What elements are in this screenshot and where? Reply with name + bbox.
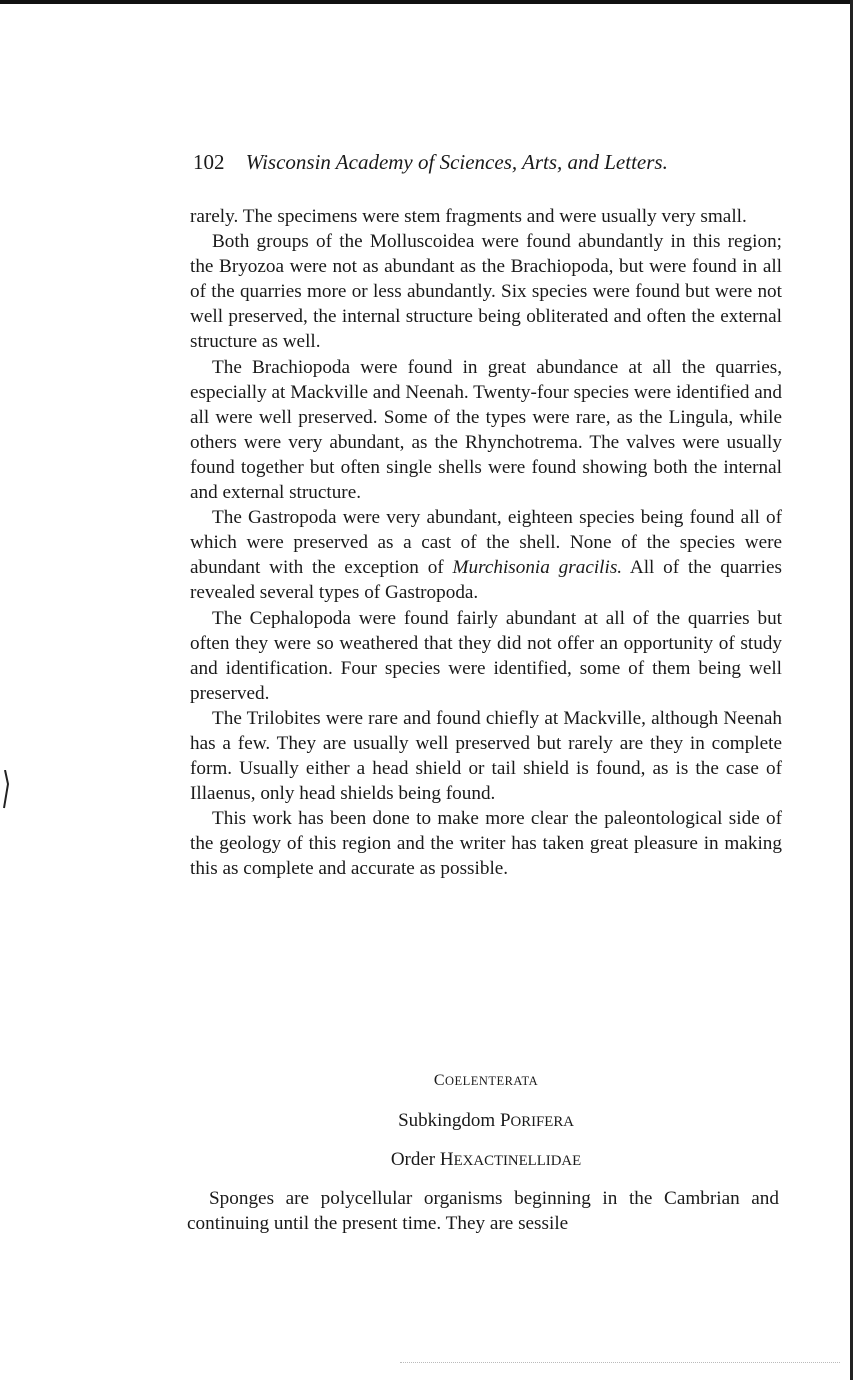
page-edge-top — [0, 0, 853, 4]
heading-order-hexactinellidae: Order HEXACTINELLIDAE — [390, 1149, 582, 1170]
gastropoda-text-1: The Gastropoda were very abundant, eighteen species being found all of which were preserved as a cast of the shell. None of the species were abundant with the exception of — [190, 507, 782, 579]
scan-bottom-line — [400, 1362, 840, 1364]
running-header — [193, 150, 783, 175]
paragraph-brachiopoda: The Brachiopoda were found in great abundance at all the quarries, especially at Mackville and Neenah. Twenty-four species were identified and all were well preserved. Some of the types were rare, as the Lingula, while others were very abundant, as the Rhynchotrema. The valves were usually found together but often single shells were found showing both the internal and external structure. — [190, 356, 782, 504]
body-text — [190, 204, 782, 882]
paragraph-trilobites: The Trilobites were rare and found chiefly at Mackville, although Neenah has a few. They are usually well preserved but rarely are they in complete form. Usually either a head shield or tail shield is found, as is the case of Illaenus, only head shields being found. — [190, 707, 782, 805]
paragraph-gastropoda — [190, 505, 782, 605]
scan-artifact-mark — [2, 770, 12, 810]
paragraph-molluscoidea: Both groups of the Molluscoidea were found abundantly in this region; the Bryozoa were not as abundant as the Brachiopoda, but were found in all of the quarries more or less abundantly. Six species were found but were not well preserved, the internal structure being obliterated and often the external structure as well. — [190, 231, 782, 353]
species-name-murchisonia: Murchisonia gracilis. — [452, 557, 623, 579]
page-number: 102 — [193, 150, 225, 174]
paragraph-continuation: rarely. The specimens were stem fragments and were usually very small. — [190, 206, 747, 227]
heading-subkingdom-porifera: Subkingdom PORIFERA — [398, 1110, 574, 1131]
gastropoda-text-2: All of the quarries revealed several types of Gastropoda. — [190, 557, 782, 604]
journal-title: Wisconsin Academy of Sciences, Arts, and Letters. — [245, 150, 668, 174]
paragraph-conclusion: This work has been done to make more clear the paleontological side of the geology of this region and the writer has taken great pleasure in making this as complete and accurate as possible. — [190, 808, 782, 880]
paragraph-cephalopoda: The Cephalopoda were found fairly abundant at all of the quarries but often they were so weathered that they did not offer an opportunity of study and identification. Four species were identified, some of them being well preserved. — [190, 607, 782, 704]
heading-coelenterata: COELENTERATA — [433, 1072, 539, 1089]
sponges-text — [187, 1186, 779, 1236]
paragraph-sponges: Sponges are polycellular organisms beginning in the Cambrian and continuing until the present time. They are sessile — [187, 1188, 779, 1235]
